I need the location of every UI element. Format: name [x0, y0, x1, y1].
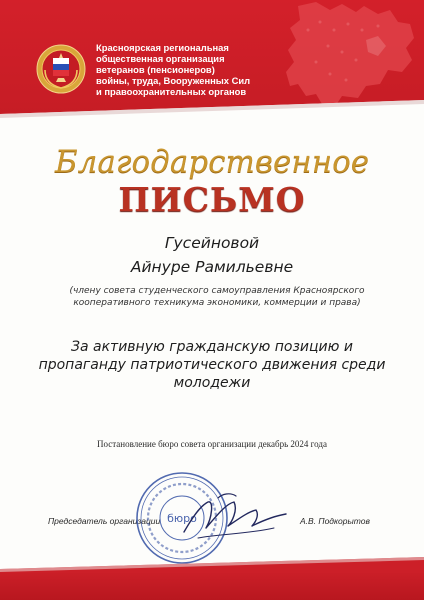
stamp-center-text: бюро: [167, 512, 197, 525]
organization-name: [96, 42, 336, 97]
recipient-surname: Гусейновой: [164, 234, 260, 252]
org-line: и правоохранительных органов: [96, 86, 247, 97]
signatory-name: А.В. Подкорытов: [300, 516, 370, 526]
org-line: войны, труда, Вооруженных Сил: [96, 75, 251, 86]
header-bottom-edge: [0, 96, 424, 132]
award-reason: За активную гражданскую позицию и пропаганду патриотического движения среди молодежи: [38, 339, 386, 391]
signatory-title: Председатель организации: [48, 516, 161, 526]
signature-icon: [178, 488, 290, 548]
footer-banner: [0, 571, 424, 600]
title-script: Благодарственное: [54, 144, 370, 180]
recipient-note: (члену совета студенческого самоуправления Красноярского кооперативного техникума экономики, коммерции и права): [69, 286, 365, 308]
org-line: ветеранов (пенсионеров): [96, 64, 215, 75]
org-line: Красноярская региональная: [96, 42, 229, 53]
org-line: общественная организация: [96, 53, 225, 64]
title-main: ПИСЬМО: [118, 180, 306, 219]
footer-top-edge: [0, 557, 424, 573]
organization-emblem-icon: [36, 44, 86, 94]
recipient-given-names: Айнуре Рамильевне: [130, 258, 294, 276]
decree-line: Постановление бюро совета организации декабрь 2024 года: [97, 439, 327, 449]
